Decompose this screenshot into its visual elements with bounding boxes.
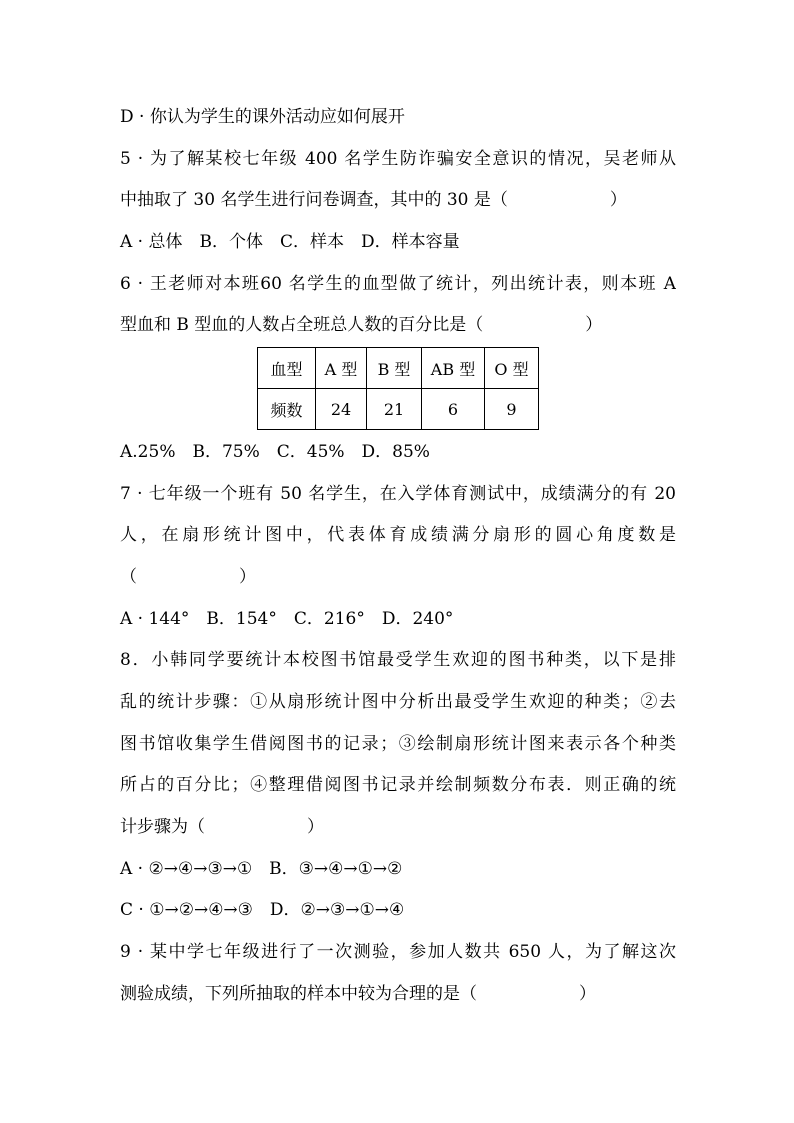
table-row-header bbox=[258, 348, 539, 389]
question-5-line-1: 5 · 为了解某校七年级 400 名学生防诈骗安全意识的情况，吴老师从 bbox=[120, 149, 676, 169]
question-8-line-5: 计步骤为（ ） bbox=[120, 817, 324, 837]
table-cell: 9 bbox=[485, 389, 539, 430]
table-cell: 6 bbox=[422, 389, 485, 430]
table-cell: AB 型 bbox=[422, 348, 485, 389]
question-6-options: A.25% B．75% C．45% D．85% bbox=[120, 442, 430, 462]
question-6-line-2: 型血和 B 型血的人数占全班总人数的百分比是（ ） bbox=[120, 315, 603, 335]
question-8-line-3: 图书馆收集学生借阅图书的记录；③绘制扇形统计图来表示各个种类 bbox=[120, 734, 676, 754]
table-row-frequency bbox=[258, 389, 539, 430]
question-5-line-2: 中抽取了 30 名学生进行问卷调查，其中的 30 是（ ） bbox=[120, 190, 627, 210]
question-8-line-1: 8．小韩同学要统计本校图书馆最受学生欢迎的图书种类，以下是排 bbox=[120, 650, 676, 670]
question-7-options: A · 144° B．154° C．216° D．240° bbox=[120, 609, 454, 629]
table-cell: O 型 bbox=[485, 348, 539, 389]
table-cell: 24 bbox=[316, 389, 367, 430]
question-7-line-2: 人，在扇形统计图中，代表体育成绩满分扇形的圆心角度数是 bbox=[120, 525, 676, 545]
question-9-line-2: 测验成绩，下列所抽取的样本中较为合理的是（ ） bbox=[120, 984, 596, 1004]
question-7-line-1: 7 · 七年级一个班有 50 名学生，在入学体育测试中，成绩满分的有 20 bbox=[120, 484, 676, 504]
option-d-question-4: D · 你认为学生的课外活动应如何展开 bbox=[120, 107, 405, 127]
question-9-line-1: 9 · 某中学七年级进行了一次测验，参加人数共 650 人，为了解这次 bbox=[120, 942, 676, 962]
table-cell: 21 bbox=[367, 389, 422, 430]
question-6-line-1: 6 · 王老师对本班60 名学生的血型做了统计，列出统计表，则本班 A bbox=[120, 274, 676, 294]
question-8-line-2: 乱的统计步骤：①从扇形统计图中分析出最受学生欢迎的种类；②去 bbox=[120, 692, 676, 712]
table-cell: 频数 bbox=[258, 389, 316, 430]
table-cell: 血型 bbox=[258, 348, 316, 389]
question-8-line-4: 所占的百分比；④整理借阅图书记录并绘制频数分布表．则正确的统 bbox=[120, 775, 676, 795]
question-7-answer-blank: （ ） bbox=[120, 567, 256, 587]
question-8-options-cd: C · ①→②→④→③ D．②→③→①→④ bbox=[120, 900, 405, 920]
table-cell: A 型 bbox=[316, 348, 367, 389]
question-8-options-ab: A · ②→④→③→① B．③→④→①→② bbox=[120, 859, 403, 879]
table-cell: B 型 bbox=[367, 348, 422, 389]
blood-type-table bbox=[257, 347, 539, 430]
question-5-options: A · 总体 B．个体 C．样本 D．样本容量 bbox=[120, 232, 460, 252]
